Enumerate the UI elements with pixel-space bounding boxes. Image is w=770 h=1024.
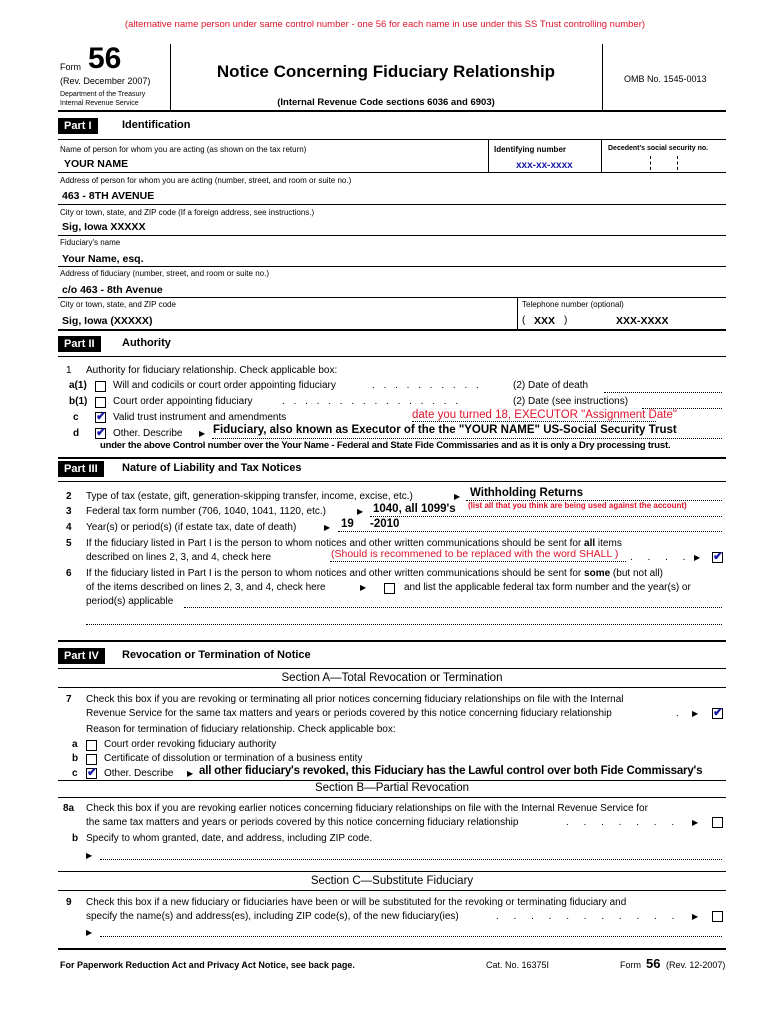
line1-num: 1	[66, 365, 72, 376]
fiduciary-name-label: Fiduciary's name	[60, 238, 121, 247]
line1d-label: d	[73, 428, 80, 439]
line1b1-leader: . . . . . . . . . . . . . . . .	[282, 396, 462, 407]
line2-arrow-icon: ▶	[454, 492, 461, 501]
line5-arrow-icon: ▶	[694, 553, 701, 562]
name-value[interactable]: YOUR NAME	[64, 158, 129, 170]
line7-text1: Check this box if you are revoking or terminating all prior notices concerning fiduciary relationships on file with the Internal	[86, 694, 624, 705]
line8a-text2: the same tax matters and years or periods covered by this notice concerning fiduciary relationship	[86, 817, 519, 828]
line7c-text: Other. Describe	[104, 768, 174, 779]
line3-arrow-icon: ▶	[357, 507, 364, 516]
part3-title: Nature of Liability and Tax Notices	[122, 462, 302, 474]
line7b-label: b	[72, 753, 79, 764]
line1a1-text: Will and codicils or court order appointing fiduciary	[113, 380, 336, 391]
line7-num: 7	[66, 694, 72, 705]
ssn-divider2	[677, 156, 678, 170]
line8a-checkbox[interactable]	[712, 817, 723, 828]
line3-num: 3	[66, 506, 72, 517]
line2-value[interactable]: Withholding Returns	[470, 487, 583, 499]
line7b-checkbox[interactable]	[86, 754, 97, 765]
line9-text1: Check this box if a new fiduciary or fiduciaries have been or will be substituted for the revoking or terminating fiduciary and	[86, 897, 627, 908]
omb-number: OMB No. 1545-0013	[624, 74, 707, 84]
line6-text2: of the items described on lines 2, 3, and 4, check here	[86, 582, 326, 593]
line2-text: Type of tax (estate, gift, generation-skipping transfer, income, excise, etc.)	[86, 491, 413, 502]
line7-text2: Revenue Service for the same tax matters and years or periods covered by this notice concerning fiduciary relationship	[86, 708, 612, 719]
line9-field[interactable]	[100, 936, 722, 937]
ssn-label: Decedent's social security no.	[608, 145, 709, 152]
line1c-label: c	[73, 412, 79, 423]
line5-leader: . . . .	[630, 552, 692, 563]
line9-arrow-icon: ▶	[692, 912, 699, 921]
line7-arrow-icon: ▶	[692, 709, 699, 718]
part4-title: Revocation or Termination of Notice	[122, 649, 311, 661]
line4-value-start[interactable]: 19	[341, 518, 354, 530]
line8a-leader: . . . . . . .	[566, 817, 681, 828]
phone-number[interactable]: XXX-XXXX	[616, 315, 669, 327]
line1d-value-cont[interactable]: under the above Control number over the Your Name - Federal and State Fide Commissaries and as it is only a Dry processing trust.	[100, 440, 671, 451]
footer-cat-no: Cat. No. 16375I	[486, 960, 550, 970]
section-c-title: Section C—Substitute Fiduciary	[310, 875, 474, 887]
dept-line1: Department of the Treasury	[60, 91, 146, 98]
line6-text3: and list the applicable federal tax form number and the year(s) or	[404, 582, 691, 593]
line9-arrow2-icon: ▶	[86, 928, 93, 937]
fiduciary-address-label: Address of fiduciary (number, street, and room or suite no.)	[60, 269, 269, 278]
rev-date: (Rev. December 2007)	[60, 76, 151, 86]
line7c-checkbox[interactable]	[86, 768, 97, 779]
address-label: Address of person for whom you are acting (number, street, and room or suite no.)	[60, 176, 352, 185]
line5-checkbox[interactable]	[712, 552, 723, 563]
fiduciary-address-value[interactable]: c/o 463 - 8th Avenue	[62, 284, 163, 296]
line6-checkbox[interactable]	[384, 583, 395, 594]
line8b-num: b	[72, 833, 79, 844]
line8b-arrow-icon: ▶	[86, 851, 93, 860]
line6-num: 6	[66, 568, 72, 579]
name-label: Name of person for whom you are acting (as shown on the tax return)	[60, 145, 307, 154]
line8b-field[interactable]	[100, 859, 722, 860]
form-label: Form	[60, 62, 81, 72]
fiduciary-city-value[interactable]: Sig, Iowa (XXXXX)	[62, 315, 153, 327]
line1a1-label: a(1)	[69, 380, 87, 391]
line6-field[interactable]	[184, 607, 722, 608]
form-subtitle: (Internal Revenue Code sections 6036 and 6903)	[277, 97, 495, 108]
line2-num: 2	[66, 491, 72, 502]
line8a-num: 8a	[63, 803, 75, 814]
part2-title: Authority	[122, 337, 171, 349]
part4-badge: Part IV	[58, 648, 105, 664]
line7c-value[interactable]: all other fiduciary's revoked, this Fiduciary has the Lawful control over both Fide Commissary's	[199, 765, 703, 777]
line1c-text: Valid trust instrument and amendments	[113, 412, 287, 423]
phone-label: Telephone number (optional)	[522, 300, 624, 309]
line9-leader: . . . . . . . . . . .	[496, 911, 681, 922]
top-annotation: (alternative name person under same control number - one 56 for each name in use under this SS Trust controlling number)	[124, 19, 646, 30]
line7-text3: Reason for termination of fiduciary relationship. Check applicable box:	[86, 724, 396, 735]
line6-arrow-icon: ▶	[360, 583, 367, 592]
id-label: Identifying number	[494, 145, 566, 154]
line3-value[interactable]: 1040, all 1099's	[373, 503, 456, 515]
line5-text: If the fiduciary listed in Part I is the person to whom notices and other written communications should be sent for all items	[86, 538, 622, 549]
line7c-label: c	[72, 768, 78, 779]
line6-text: If the fiduciary listed in Part I is the person to whom notices and other written communications should be sent for some (but not all)	[86, 568, 663, 579]
line9-checkbox[interactable]	[712, 911, 723, 922]
line1d-value[interactable]: Fiduciary, also known as Executor of the the "YOUR NAME" US-Social Security Trust	[213, 424, 677, 436]
date-of-death-field[interactable]	[604, 392, 722, 393]
phone-area-code[interactable]: XXX	[534, 315, 556, 327]
line8a-text1: Check this box if you are revoking earlier notices concerning fiduciary relationships on file with the Internal Revenue Service for	[86, 803, 648, 814]
dept-line2: Internal Revenue Service	[60, 100, 139, 107]
line1d-arrow-icon: ▶	[199, 429, 206, 438]
address-value[interactable]: 463 - 8TH AVENUE	[62, 190, 155, 202]
line6-field-cont[interactable]	[86, 624, 722, 625]
line9-num: 9	[66, 897, 72, 908]
footer-notice: For Paperwork Reduction Act and Privacy Act Notice, see back page.	[60, 960, 355, 970]
line7a-text: Court order revoking fiduciary authority	[104, 739, 277, 750]
line1d-text: Other. Describe	[113, 428, 183, 439]
part1-title: Identification	[122, 119, 191, 131]
phone-paren-close: )	[564, 315, 568, 326]
line7-leader: .	[676, 708, 679, 719]
form-number: 56	[88, 42, 122, 75]
line7-checkbox[interactable]	[712, 708, 723, 719]
ssn-divider1	[650, 156, 651, 170]
footer-form-label: Form	[620, 960, 641, 970]
fiduciary-city-label: City or town, state, and ZIP code	[60, 300, 176, 309]
section-a-title: Section A—Total Revocation or Termination	[281, 672, 503, 684]
phone-paren-open: (	[522, 315, 526, 326]
line5-annotation: (Should is recommened to be replaced with the word SHALL )	[331, 548, 619, 560]
line7a-label: a	[72, 739, 78, 750]
part3-badge: Part III	[58, 461, 104, 477]
footer-form-number: 56	[646, 956, 661, 971]
line3-annotation: (list all that you think are being used against the account)	[468, 501, 687, 510]
line1a1-checkbox[interactable]	[95, 381, 106, 392]
part2-badge: Part II	[58, 336, 101, 352]
line9-text2: specify the name(s) and address(es), including ZIP code(s), of the new fiduciary(ies)	[86, 911, 459, 922]
id-value[interactable]: xxx-xx-xxxx	[516, 160, 573, 171]
line1c-annotation: date you turned 18, EXECUTOR "Assignment Date"	[412, 409, 677, 421]
line7c-arrow-icon: ▶	[187, 769, 194, 778]
line5-num: 5	[66, 538, 72, 549]
section-b-title: Section B—Partial Revocation	[314, 782, 470, 794]
line1a2-text: (2) Date of death	[513, 380, 589, 391]
line4-value-end[interactable]: -2010	[370, 518, 400, 530]
fiduciary-name-value[interactable]: Your Name, esq.	[62, 253, 144, 265]
line6-text4: period(s) applicable	[86, 596, 174, 607]
line4-text: Year(s) or period(s) (if estate tax, date of death)	[86, 522, 297, 533]
line7b-text: Certificate of dissolution or termination of a business entity	[104, 753, 363, 764]
part1-badge: Part I	[58, 118, 98, 134]
line1b1-label: b(1)	[69, 396, 88, 407]
footer-rev: (Rev. 12-2007)	[666, 960, 726, 970]
line1b2-text: (2) Date (see instructions)	[513, 396, 629, 407]
city-label: City or town, state, and ZIP code (If a foreign address, see instructions.)	[60, 208, 315, 217]
city-value[interactable]: Sig, Iowa XXXXX	[62, 221, 146, 233]
line1a1-leader: . . . . . . . . . .	[372, 380, 482, 391]
line8b-text: Specify to whom granted, date, and address, including ZIP code.	[86, 833, 373, 844]
line1d-checkbox[interactable]	[95, 428, 106, 439]
line5-text2: described on lines 2, 3, and 4, check here	[86, 552, 272, 563]
line3-text: Federal tax form number (706, 1040, 1041, 1120, etc.)	[86, 506, 326, 517]
line1c-checkbox[interactable]	[95, 412, 106, 423]
line4-arrow-icon: ▶	[324, 523, 331, 532]
line7a-checkbox[interactable]	[86, 740, 97, 751]
line8a-arrow-icon: ▶	[692, 818, 699, 827]
form-title: Notice Concerning Fiduciary Relationship	[216, 62, 556, 81]
line4-num: 4	[66, 522, 72, 533]
line1b1-text: Court order appointing fiduciary	[113, 396, 253, 407]
line1b1-checkbox[interactable]	[95, 397, 106, 408]
line1-text: Authority for fiduciary relationship. Check applicable box:	[86, 365, 338, 376]
